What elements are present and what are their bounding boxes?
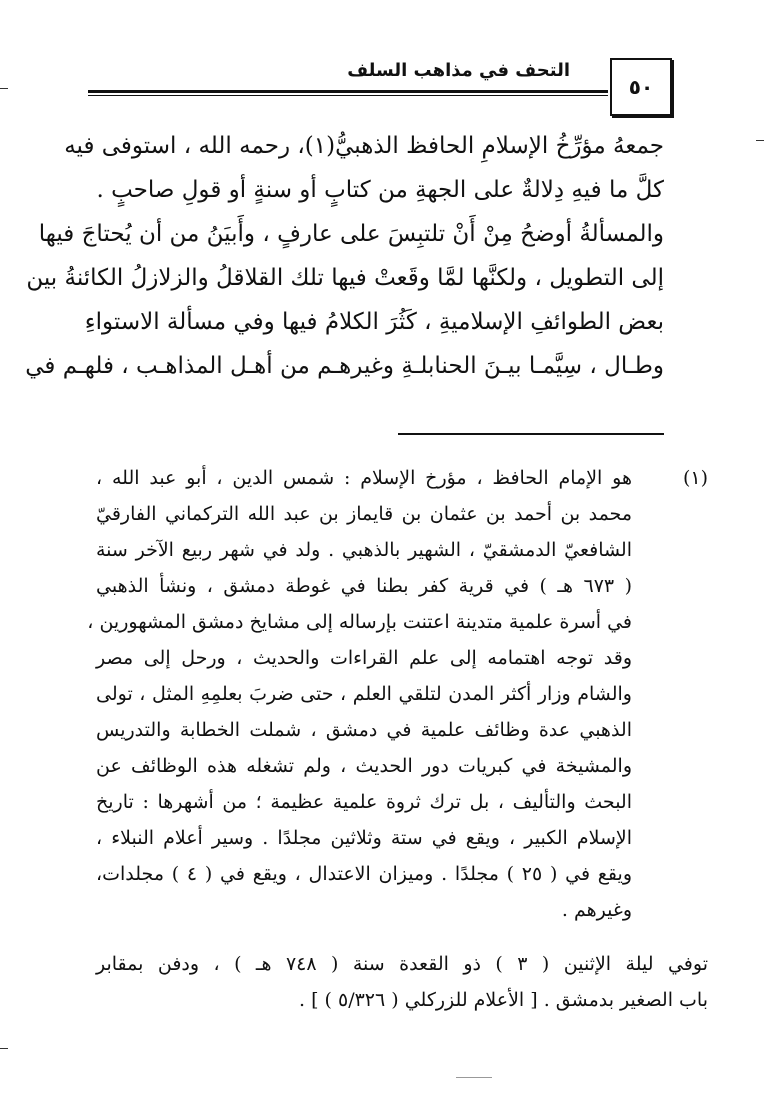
scan-smudge	[456, 1077, 492, 1078]
main-text-line: بعض الطوائفِ الإسلاميةِ ، كَثُرَ الكلامُ فيها وفي مسألة الاستواءِ	[84, 309, 664, 335]
main-text-line: والمسألةُ أوضحُ مِنْ أَنْ تلتبِسَ على عارفٍ ، وأَبيَنُ من أن يُحتاجَ فيها	[38, 221, 664, 247]
header-rule-thick	[88, 90, 608, 93]
footnote-line: الذهبي عدة وظائف علمية في دمشق ، شملت الخطابة والتدريس	[96, 719, 632, 741]
footnote-line: الإسلام الكبير ، ويقع في ستة وثلاثين مجلدًا . وسير أعلام النبلاء ،	[96, 827, 632, 849]
scan-margin-mark	[0, 1048, 8, 1049]
footnote-line: والمشيخة في كبريات دور الحديث ، ولم تشغله هذه الوظائف عن	[96, 755, 632, 777]
footnote-line: في أسرة علمية متدينة اعتنت بإرساله إلى مشايخ دمشق المشهورين ،	[87, 611, 632, 633]
main-text-line: وطـال ، سِيَّمـا بيـنَ الحنابلـةِ وغيرهـم من أهـل المذاهـب ، فلهـم في	[25, 353, 664, 379]
footnote-body	[87, 460, 632, 928]
footnote-line: ( ٦٧٣ هـ ) في قرية كفر بطنا في غوطة دمشق ، ونشأ الذهبي	[96, 575, 632, 597]
footnote-line: الشافعيّ الدمشقيّ ، الشهير بالذهبي . ولد في شهر ربيع الآخر سنة	[96, 539, 632, 561]
main-text-line: إلى التطويل ، ولكنَّها لمَّا وقَعتْ فيها تلك القلاقلُ والزلازلُ الكائنةُ بين	[26, 265, 664, 291]
main-text-line: جمعهُ مؤرِّخُ الإسلامِ الحافظ الذهبيُّ(١)، رحمه الله ، استوفى فيه	[64, 133, 664, 159]
main-text-line: كلَّ ما فيهِ دِلالةٌ على الجهةِ من كتابٍ أو سنةٍ أو قولِ صاحبٍ .	[96, 177, 664, 203]
footnote-marker: (١)	[682, 467, 708, 489]
page-number-box: ٥٠	[610, 58, 672, 116]
footnote-line: ويقع في ( ٢٥ ) مجلدًا . وميزان الاعتدال ، ويقع في ( ٤ ) مجلدات،	[96, 863, 632, 885]
footnote-tail	[96, 946, 708, 1018]
header-rule-thin	[88, 95, 608, 96]
footnote-line: وقد توجه اهتمامه إلى علم القراءات والحديث ، ورحل إلى مصر	[96, 647, 632, 669]
footnote-line: والشام وزار أكثر المدن لتلقي العلم ، حتى ضربَ بعلمِهِ المثل ، تولى	[96, 683, 632, 705]
footnote-line: هو الإمام الحافظ ، مؤرخ الإسلام : شمس الدين ، أبو عبد الله ،	[96, 467, 632, 489]
scan-margin-mark	[756, 140, 764, 141]
footnote-line: محمد بن أحمد بن عثمان بن قايماز بن عبد الله التركماني الفارقيّ	[96, 503, 632, 525]
main-text	[25, 124, 664, 388]
footnote-separator	[398, 433, 664, 435]
running-title: التحف في مذاهب السلف	[347, 60, 570, 81]
footnote-line: وغيرهم .	[561, 899, 632, 921]
footnote-tail-line: باب الصغير بدمشق . [ الأعلام للزركلي ( ٥/٣٢٦ ) ] .	[299, 989, 708, 1011]
footnote-line: البحث والتأليف ، بل ترك ثروة علمية عظيمة ؛ من أشهرها : تاريخ	[96, 791, 632, 813]
footnote-tail-line: توفي ليلة الإثنين ( ٣ ) ذو القعدة سنة ( ٧٤٨ هـ ) ، ودفن بمقابر	[96, 953, 708, 975]
page-header	[88, 58, 672, 114]
scan-margin-mark	[0, 88, 8, 89]
